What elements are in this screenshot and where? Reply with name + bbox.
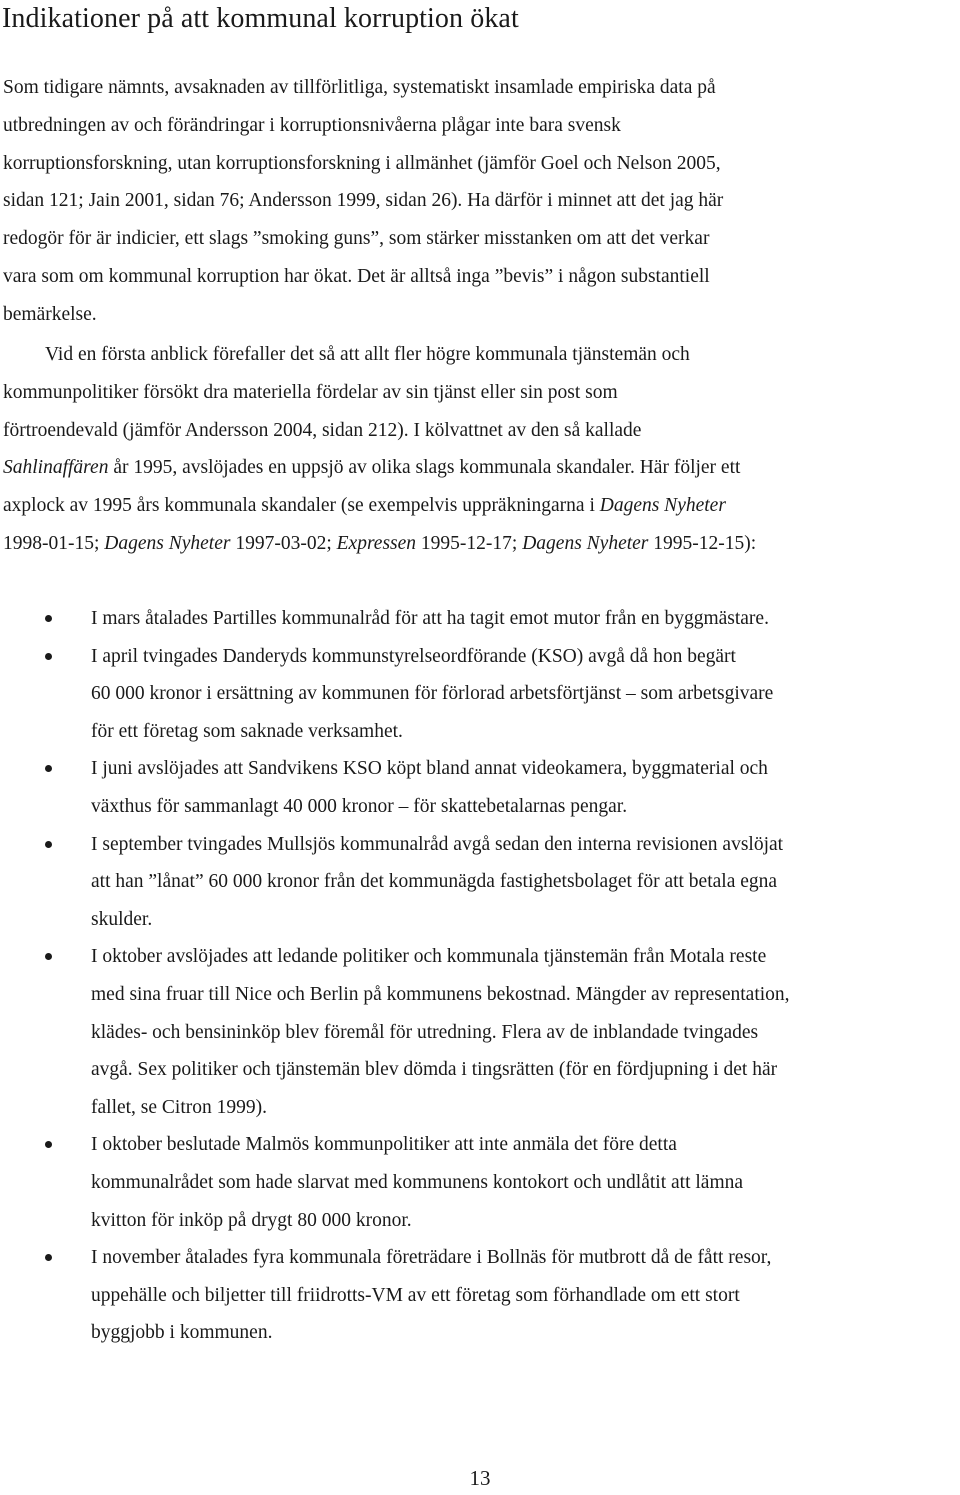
list-item-line: med sina fruar till Nice och Berlin på kommunens bekostnad. Mängder av representation, bbox=[91, 983, 790, 1005]
list-item-line: kommunalrådet som hade slarvat med kommunens kontokort och undlåtit att lämna bbox=[91, 1171, 744, 1193]
scandal-list bbox=[0, 600, 960, 1352]
list-item-line: kvitton för inköp på drygt 80 000 kronor. bbox=[91, 1209, 412, 1231]
page-number: 13 bbox=[469, 1466, 491, 1490]
text-run: år 1995, avslöjades en uppsjö av olika slags kommunala skandaler. Här följer ett bbox=[108, 457, 741, 479]
bullet-icon bbox=[45, 653, 52, 660]
list-item-line: avgå. Sex politiker och tjänstemän blev dömda i tingsrätten (för en fördjupning i det här bbox=[91, 1059, 778, 1081]
paragraph-line: kommunpolitiker försökt dra materiella fördelar av sin tjänst eller sin post som bbox=[3, 381, 618, 403]
bullet-icon bbox=[45, 841, 52, 848]
list-item-line: I november åtalades fyra kommunala företrädare i Bollnäs för mutbrott då de fått resor, bbox=[91, 1247, 772, 1269]
list-item-line: för ett företag som saknade verksamhet. bbox=[91, 720, 403, 742]
list-item bbox=[0, 638, 960, 751]
paragraph-line: sidan 121; Jain 2001, sidan 76; Andersson 1999, sidan 26). Ha därför i minnet att det jag här bbox=[3, 190, 724, 212]
list-item-line: uppehälle och biljetter till friidrotts-VM av ett företag som förhandlade om ett stort bbox=[91, 1284, 740, 1306]
list-item bbox=[0, 750, 960, 825]
list-item bbox=[0, 600, 960, 638]
paragraph-line: vara som om kommunal korruption har ökat. Det är alltså inga ”bevis” i någon substantiell bbox=[3, 265, 710, 287]
list-item-line: byggjobb i kommunen. bbox=[91, 1322, 273, 1344]
italic-term: Sahlinaffären bbox=[3, 457, 109, 479]
paragraph-line: redogör för är indicier, ett slags ”smoking guns”, som stärker misstanken om att det verkar bbox=[3, 228, 710, 250]
list-item-line: 60 000 kronor i ersättning av kommunen för förlorad arbetsförtjänst – som arbetsgivare bbox=[91, 683, 774, 705]
paragraph-line bbox=[3, 487, 957, 525]
newspaper-title: Dagens Nyheter bbox=[599, 495, 726, 517]
paragraph-line: Som tidigare nämnts, avsaknaden av tillförlitliga, systematiskt insamlade empiriska data på bbox=[3, 77, 716, 98]
list-item-line: fallet, se Citron 1999). bbox=[91, 1096, 268, 1118]
list-item-line: I oktober beslutade Malmös kommunpolitiker att inte anmäla det före detta bbox=[91, 1134, 677, 1156]
list-item-line: att han ”lånat” 60 000 kronor från det kommunägda fastighetsbolaget för att betala egna bbox=[91, 871, 778, 893]
paragraph-line bbox=[3, 525, 957, 563]
paragraph-line: bemärkelse. bbox=[3, 303, 97, 325]
section-heading: Indikationer på att kommunal korruption ökat bbox=[2, 3, 519, 34]
list-item-line: I oktober avslöjades att ledande politiker och kommunala tjänstemän från Motala reste bbox=[91, 946, 767, 968]
list-item-line: växthus för sammanlagt 40 000 kronor – för skattebetalarnas pengar. bbox=[91, 795, 628, 817]
text-run: 1995-12-17; bbox=[416, 532, 523, 554]
list-item-line: I juni avslöjades att Sandvikens KSO köpt bland annat videokamera, byggmaterial och bbox=[91, 758, 768, 780]
bullet-icon bbox=[45, 1141, 52, 1148]
list-item bbox=[0, 938, 960, 1126]
list-item-line: klädes- och bensininköp blev föremål för utredning. Flera av de inblandade tvingades bbox=[91, 1021, 759, 1043]
list-item bbox=[0, 826, 960, 939]
list-item-line: I september tvingades Mullsjös kommunalråd avgå sedan den interna revisionen avslöjat bbox=[91, 833, 784, 855]
text-run: 1995-12-15): bbox=[648, 532, 757, 554]
paragraph-intro bbox=[3, 69, 957, 334]
list-item-line: I april tvingades Danderyds kommunstyrelseordförande (KSO) avgå då hon begärt bbox=[91, 645, 736, 667]
text-run: 1997-03-02; bbox=[230, 532, 337, 554]
list-item bbox=[0, 1126, 960, 1239]
text-run: axplock av 1995 års kommunala skandaler (se exempelvis uppräkningarna i bbox=[3, 495, 600, 517]
paragraph-line: förtroendevald (jämför Andersson 2004, sidan 212). I kölvattnet av den så kallade bbox=[3, 419, 642, 441]
bullet-icon bbox=[45, 1254, 52, 1261]
list-item-line: I mars åtalades Partilles kommunalråd för att ha tagit emot mutor från en byggmästare. bbox=[91, 608, 769, 629]
paragraph-scandals-intro bbox=[3, 336, 957, 563]
paragraph-line: utbredningen av och förändringar i korruptionsnivåerna plågar inte bara svensk bbox=[3, 114, 621, 136]
paragraph-line: Vid en första anblick förefaller det så att allt fler högre kommunala tjänstemän och bbox=[45, 344, 690, 365]
newspaper-title: Expressen bbox=[336, 532, 417, 554]
paragraph-line: korruptionsforskning, utan korruptionsforskning i allmänhet (jämför Goel och Nelson 2005, bbox=[3, 152, 721, 174]
bullet-icon bbox=[45, 765, 52, 772]
bullet-icon bbox=[45, 953, 52, 960]
newspaper-title: Dagens Nyheter bbox=[104, 532, 231, 554]
newspaper-title: Dagens Nyheter bbox=[522, 532, 649, 554]
list-item bbox=[0, 1239, 960, 1352]
paragraph-line bbox=[3, 449, 957, 487]
list-item-line: skulder. bbox=[91, 908, 153, 930]
bullet-icon bbox=[45, 615, 52, 622]
text-run: 1998-01-15; bbox=[3, 532, 105, 554]
